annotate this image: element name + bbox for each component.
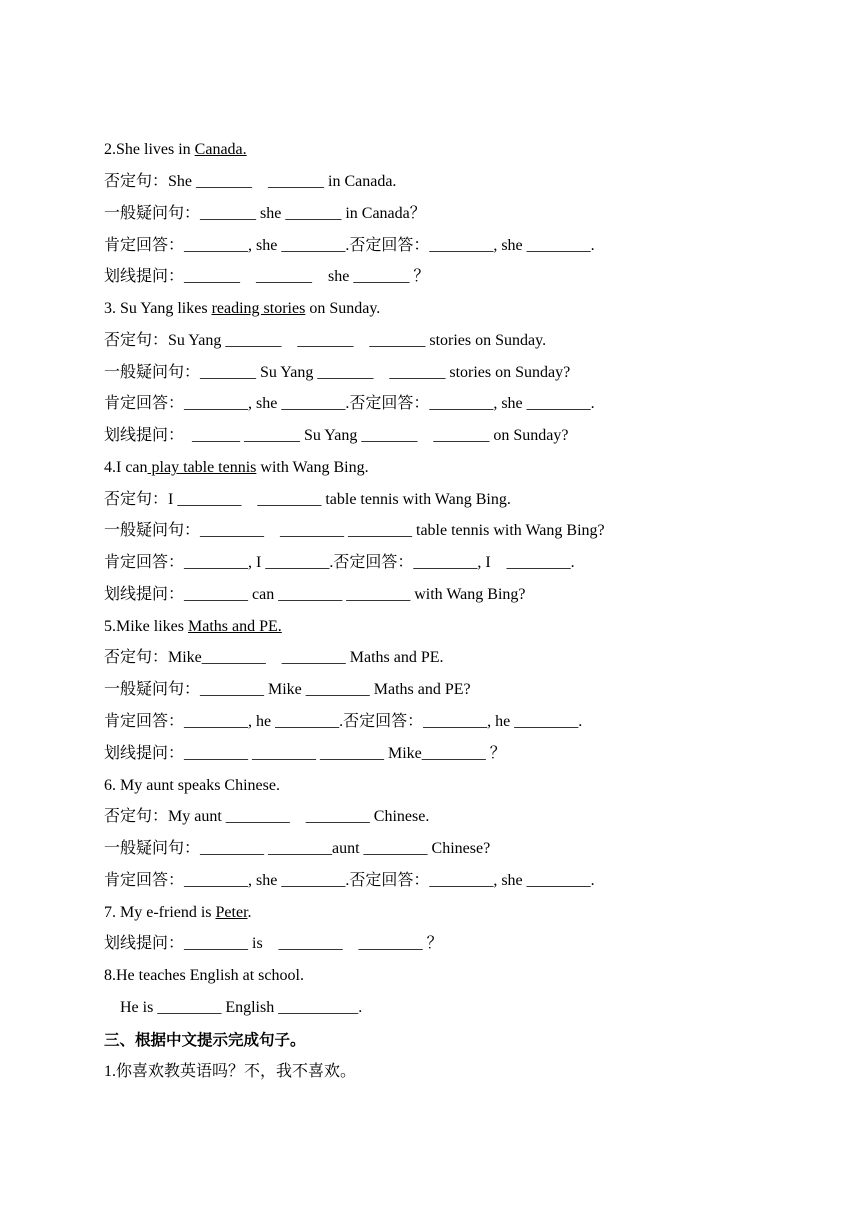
q2-negative: 否定句：She _______ _______ in Canada. bbox=[104, 173, 397, 190]
q2-wh-question: 划线提问：_______ _______ she _______ ？ bbox=[104, 268, 430, 285]
q5-general-question: 一般疑问句：________ Mike ________ Maths and PE? bbox=[104, 681, 471, 698]
question-4-sentence: 4.I can play table tennis with Wang Bing. bbox=[104, 459, 369, 476]
underlined-target: play table tennis bbox=[147, 459, 257, 476]
q6-answers: 肯定回答：________, she ________.否定回答：________, she ________. bbox=[104, 872, 595, 889]
section-3-heading: 三、根据中文提示完成句子。 bbox=[104, 1031, 306, 1049]
q8-rewrite: He is ________ English __________. bbox=[120, 999, 363, 1016]
question-6-sentence: 6. My aunt speaks Chinese. bbox=[104, 777, 280, 794]
q6-general-question: 一般疑问句：________ ________aunt ________ Chinese? bbox=[104, 840, 491, 857]
question-8-sentence: 8.He teaches English at school. bbox=[104, 967, 304, 984]
q5-answers: 肯定回答：________, he ________.否定回答：________, he ________. bbox=[104, 713, 583, 730]
q4-general-question: 一般疑问句：________ ________ ________ table tennis with Wang Bing? bbox=[104, 522, 605, 539]
q3-answers: 肯定回答：________, she ________.否定回答：________, she ________. bbox=[104, 395, 595, 412]
underlined-target: Maths and PE. bbox=[188, 618, 282, 635]
underlined-target: reading stories bbox=[211, 300, 306, 317]
q3-negative: 否定句：Su Yang _______ _______ _______ stories on Sunday. bbox=[104, 332, 547, 349]
q4-answers: 肯定回答：________, I ________.否定回答：________, I ________. bbox=[104, 554, 575, 571]
q5-negative: 否定句：Mike________ ________ Maths and PE. bbox=[104, 649, 444, 666]
q5-wh-question: 划线提问：________ ________ ________ Mike________ ？ bbox=[104, 745, 506, 762]
question-2-sentence: 2.She lives in Canada. bbox=[104, 141, 247, 158]
q2-general-question: 一般疑问句：_______ she _______ in Canada？ bbox=[104, 205, 426, 222]
q2-answers: 肯定回答：________, she ________.否定回答：________, she ________. bbox=[104, 237, 595, 254]
q3-general-question: 一般疑问句：_______ Su Yang _______ _______ stories on Sunday? bbox=[104, 364, 571, 381]
underlined-target: Canada. bbox=[194, 141, 247, 158]
q4-wh-question: 划线提问：________ can ________ ________ with Wang Bing? bbox=[104, 586, 526, 603]
q6-negative: 否定句：My aunt ________ ________ Chinese. bbox=[104, 808, 430, 825]
q3-wh-question: 划线提问： ______ _______ Su Yang _______ _______ on Sunday? bbox=[104, 427, 569, 444]
underlined-target: Peter bbox=[215, 904, 248, 921]
question-7-sentence: 7. My e-friend is Peter. bbox=[104, 904, 252, 921]
section-3-question-1: 1.你喜欢教英语吗？不，我不喜欢。 bbox=[104, 1063, 357, 1080]
question-3-sentence: 3. Su Yang likes reading stories on Sunday. bbox=[104, 300, 381, 317]
q4-negative: 否定句：I ________ ________ table tennis with Wang Bing. bbox=[104, 491, 511, 508]
question-5-sentence: 5.Mike likes Maths and PE. bbox=[104, 618, 282, 635]
q7-wh-question: 划线提问：________ is ________ ________ ？ bbox=[104, 935, 443, 952]
